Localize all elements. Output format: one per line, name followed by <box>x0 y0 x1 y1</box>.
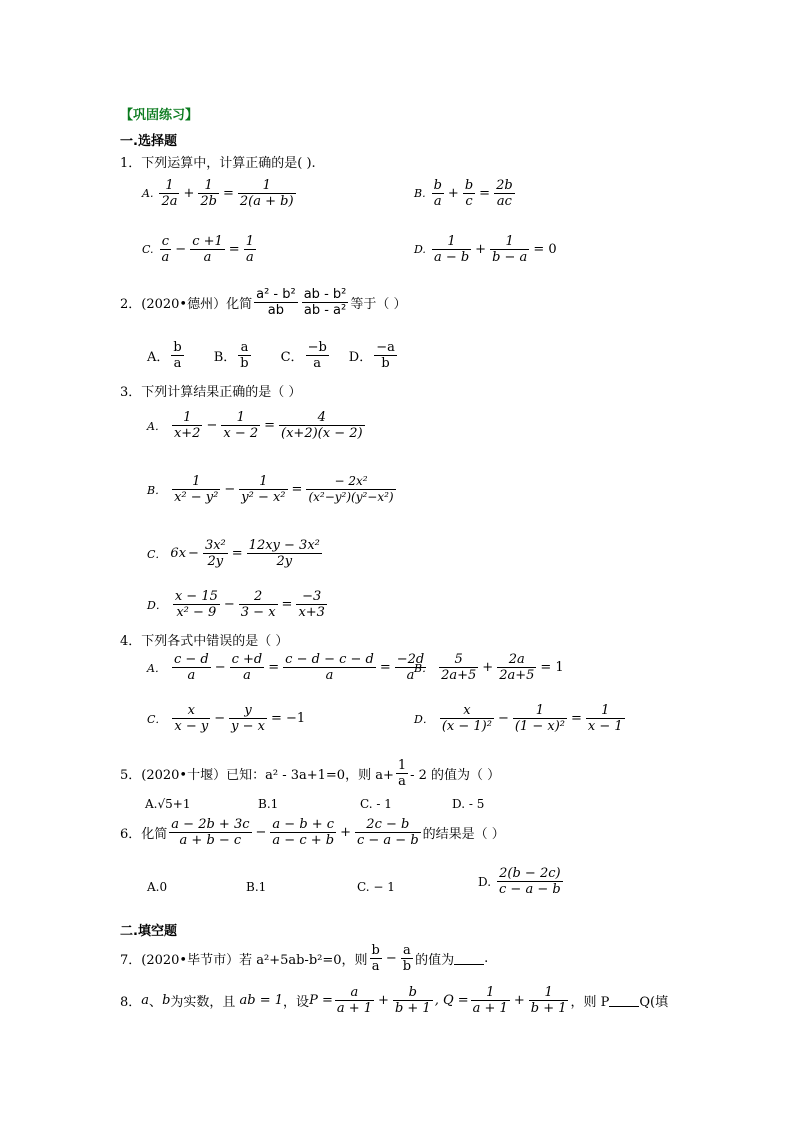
q6-option-c[interactable]: C. − 1 <box>357 880 395 894</box>
q7-stem: 7．(2020•毕节市）若 a²+5ab-b²=0，则 $\frac{b}{a}$ − $\frac{a}{b}$ 的值为 . <box>120 943 489 974</box>
q3-option-b[interactable]: B． $\frac{1}{\text{x² − y²}}$ − $\frac{1}{\text{y² − x²}}$ = $\frac{\text{− 2x²}}{\text{(x²−y²)(y²−x²)}}$ <box>147 474 394 505</box>
q4-option-d[interactable]: D． $\frac{x}{\text{(x − 1)²}}$ − $\frac{1}{\text{(1 − x)²}}$ = $\frac{1}{x - 1}$ <box>414 703 623 734</box>
q5-option-b[interactable]: B.1 <box>258 797 279 811</box>
q6-stem: 6．化简 $\frac{a - 2b + 3c}{a + b - c}$ − $\frac{a - b + c}{a - c + b}$ + $\frac{2c - b}{c - a - b}$ 的结果是（ ） <box>120 817 505 848</box>
q3-option-d[interactable]: D． $\frac{x - 15}{\text{x² − 9}}$ − $\frac{2}{3 - x}$ = $\frac{-3}{x+3}$ <box>147 589 325 620</box>
q6-option-b[interactable]: B.1 <box>246 880 267 894</box>
q3-option-a[interactable]: A． $\frac{1}{x+2}$ − $\frac{1}{x - 2}$ = $\frac{4}{(x+2)(x - 2)}$ <box>147 410 363 441</box>
q4-option-b[interactable]: B． $\frac{5}{2a+5}$ + $\frac{2a}{2a+5}$ = 1 <box>414 652 564 683</box>
section-fill: 二.填空题 <box>120 924 177 939</box>
q8-answer-blank[interactable] <box>609 994 639 1007</box>
q4-option-a[interactable]: A． $\frac{c - d}{a}$ − $\frac{c +d}{a}$ = $\frac{c - d - c - d}{a}$ = $\frac{-2d}{a}$ <box>147 652 425 683</box>
q1-option-d[interactable]: D. $\frac{1}{a - b}$ + $\frac{1}{b - a}$ = 0 <box>414 234 557 265</box>
q5-option-c[interactable]: C. - 1 <box>360 797 392 811</box>
q1-option-a[interactable]: A. $\frac{1}{2a}$ + $\frac{1}{2b}$ = $\frac{1}{2(a + b)}$ <box>142 178 294 209</box>
section-choice: 一.选择题 <box>120 134 177 149</box>
q3-stem: 3．下列计算结果正确的是（ ） <box>120 385 302 400</box>
q5-option-d[interactable]: D. - 5 <box>452 797 485 811</box>
q1-option-b[interactable]: B. $\frac{b}{a}$ + $\frac{b}{c}$ = $\frac{2b}{ac}$ <box>414 178 513 209</box>
q2-option-b[interactable]: B． $\frac{a}{b}$ <box>213 340 249 371</box>
q5-stem: 5．(2020•十堰）已知：a² - 3a+1=0，则 a+ $\frac{1}{a}$ - 2 的值为（ ） <box>120 758 501 789</box>
page-title: 【巩固练习】 <box>120 108 199 123</box>
q7-answer-blank[interactable] <box>454 952 484 965</box>
q6-option-d[interactable]: D. $\frac{2(b - 2c)}{c - a - b}$ <box>478 866 561 897</box>
q5-option-a[interactable]: A.√5+1 <box>145 797 191 811</box>
q4-stem: 4．下列各式中错误的是（ ） <box>120 634 289 649</box>
q8-stem: 8． a 、 b 为实数，且 ab = 1 ，设 P = $\frac{a}{a + 1}$ + $\frac{b}{b + 1}$ , Q = $\frac{1}{a + 1}$ + $\frac{1}{b + 1}$ ，则 P Q(填 <box>120 985 669 1016</box>
q2-option-c[interactable]: C． $\frac{-b}{a}$ <box>280 340 327 371</box>
q1-stem: 1．下列运算中，计算正确的是( ). <box>120 156 316 171</box>
q2-stem: 2．(2020•德州）化简 $\frac{\text{a² - b²}}{ab}$ $\frac{\text{ab - b²}}{\text{ab - a²}}$ 等于（ ） <box>120 287 407 318</box>
q2-option-a[interactable]: A． $\frac{b}{a}$ <box>147 340 182 371</box>
q2-option-d[interactable]: D． $\frac{-a}{b}$ <box>348 340 395 371</box>
q1-option-c[interactable]: C. $\frac{c}{a}$ − $\frac{c +1}{a}$ = $\frac{1}{a}$ <box>142 234 254 265</box>
q6-option-a[interactable]: A.0 <box>147 880 168 894</box>
q4-option-c[interactable]: C． $\frac{x}{x - y}$ − $\frac{y}{y - x}$ = −1 <box>147 703 306 734</box>
q3-option-c[interactable]: C． 6x − $\frac{\text{3x²}}{2y}$ = $\frac{\text{12xy − 3x²}}{2y}$ <box>147 538 320 569</box>
q2-options <box>147 340 399 371</box>
